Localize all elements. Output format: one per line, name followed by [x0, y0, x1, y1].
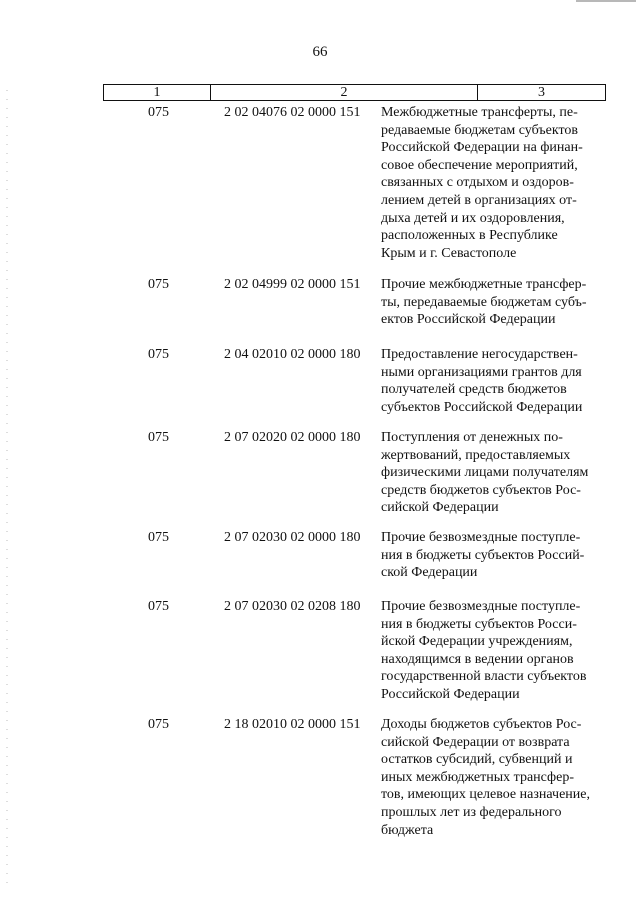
description-line: связанных с отдыхом и оздоров- [381, 175, 574, 191]
admin-code-cell: 075 [148, 105, 169, 120]
admin-code-cell: 075 [148, 277, 169, 292]
description-line: Прочие безвозмездные поступле- [381, 599, 581, 614]
admin-code-cell: 075 [148, 347, 169, 362]
description-line: расположенных в Республике [381, 228, 558, 244]
scan-corner-mark [576, 0, 636, 2]
description-line: ской Федерации [381, 565, 478, 581]
description-line: бюджета [381, 822, 434, 838]
description-line: прошлых лет из федерального [381, 804, 562, 820]
table-header-col-2: 2 [211, 85, 478, 100]
description-line: остатков субсидий, субвенций и [381, 752, 573, 768]
budget-classification-code-cell: 2 02 04999 02 0000 151 [224, 277, 361, 292]
description-line: получателей средств бюджетов [381, 382, 567, 398]
description-line: субъектов Российской Федерации [381, 399, 583, 415]
budget-classification-code-cell: 2 07 02030 02 0000 180 [224, 530, 361, 545]
description-line: физическими лицами получателям [381, 465, 589, 481]
description-cell [381, 716, 603, 839]
admin-code-cell: 075 [148, 530, 169, 545]
description-line: тов, имеющих целевое назначение, [381, 787, 590, 803]
description-line: дыха детей и их оздоровления, [381, 210, 565, 226]
budget-classification-code-cell: 2 02 04076 02 0000 151 [224, 105, 361, 120]
description-cell [381, 429, 603, 517]
budget-classification-code-cell: 2 07 02020 02 0000 180 [224, 430, 361, 445]
description-line: Российской Федерации на финан- [381, 140, 583, 156]
description-line: Прочие безвозмездные поступле- [381, 530, 581, 545]
table-header [103, 84, 606, 101]
description-line: государственной власти субъектов [381, 669, 587, 685]
description-cell [381, 346, 603, 416]
budget-classification-code-cell: 2 04 02010 02 0000 180 [224, 347, 361, 362]
table-header-col-1: 1 [104, 85, 211, 100]
description-line: совое обеспечение мероприятий, [381, 157, 578, 173]
description-line: ными организациями грантов для [381, 364, 582, 380]
description-line: ния в бюджеты субъектов Россий- [381, 547, 585, 563]
admin-code-cell: 075 [148, 599, 169, 614]
description-line: Предоставление негосударствен- [381, 347, 578, 362]
description-line: Российской Федерации [381, 686, 520, 702]
description-line: иных межбюджетных трансфер- [381, 769, 574, 785]
budget-classification-code-cell: 2 07 02030 02 0208 180 [224, 599, 361, 614]
budget-classification-code-cell: 2 18 02010 02 0000 151 [224, 717, 361, 732]
description-line: ектов Российской Федерации [381, 312, 556, 328]
description-cell [381, 598, 603, 704]
description-line: сийской Федерации от возврата [381, 734, 570, 750]
description-line: йской Федерации учреждениям, [381, 634, 573, 650]
scan-margin-dots [6, 90, 8, 890]
description-line: Крым и г. Севастополе [381, 245, 517, 261]
description-cell [381, 276, 603, 329]
description-cell [381, 529, 603, 582]
admin-code-cell: 075 [148, 717, 169, 732]
description-line: средств бюджетов субъектов Рос- [381, 482, 581, 498]
description-line: находящимся в ведении органов [381, 651, 574, 667]
description-line: Доходы бюджетов субъектов Рос- [381, 717, 582, 732]
description-line: лением детей в организациях от- [381, 192, 577, 208]
description-line: Межбюджетные трансферты, пе- [381, 105, 578, 120]
description-line: Поступления от денежных по- [381, 430, 563, 445]
description-cell [381, 104, 603, 262]
page-number: 66 [312, 44, 328, 60]
description-line: сийской Федерации [381, 500, 499, 516]
description-line: редаваемые бюджетам субъектов [381, 122, 578, 138]
description-line: Прочие межбюджетные трансфер- [381, 277, 587, 292]
description-line: ты, передаваемые бюджетам субъ- [381, 294, 587, 310]
description-line: ния в бюджеты субъектов Росси- [381, 616, 577, 632]
table-header-col-3: 3 [538, 85, 545, 100]
description-line: жертвований, предоставляемых [381, 447, 571, 463]
admin-code-cell: 075 [148, 430, 169, 445]
